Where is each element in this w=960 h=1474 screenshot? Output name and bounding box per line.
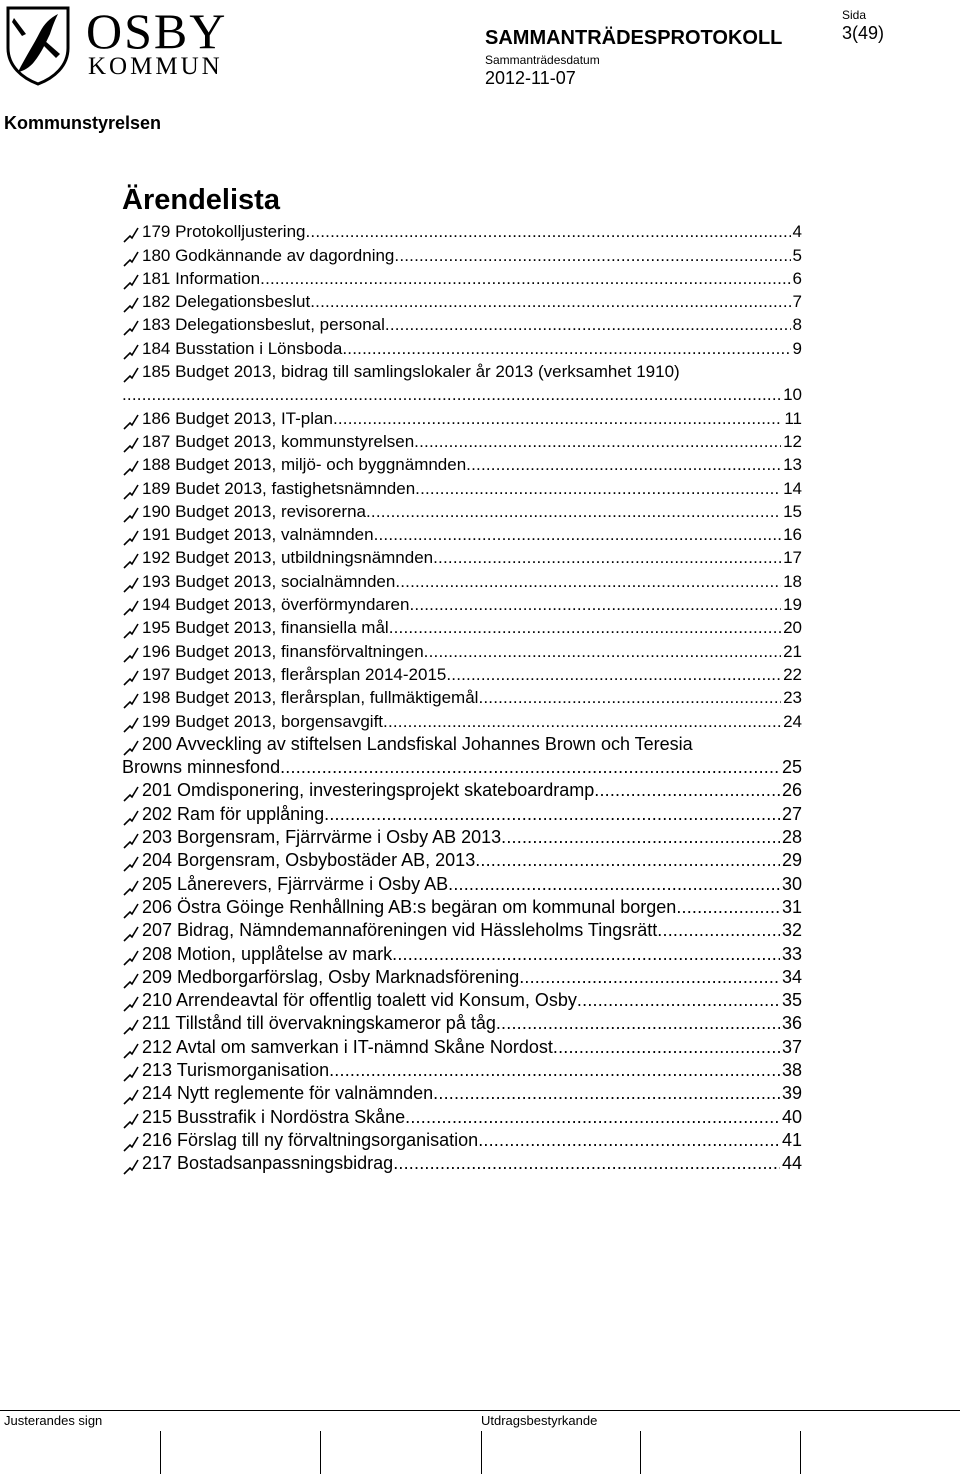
toc-item-page: 26 bbox=[781, 780, 802, 801]
toc-item-text: 186 Budget 2013, IT-plan bbox=[142, 408, 333, 428]
toc-item-text: 202 Ram för upplåning bbox=[142, 803, 325, 824]
toc-item-page: 44 bbox=[781, 1153, 802, 1174]
toc-item[interactable] bbox=[122, 545, 802, 568]
leader-dots bbox=[553, 1037, 780, 1058]
meeting-date-label: Sammanträdesdatum bbox=[485, 53, 600, 67]
leader-dots bbox=[519, 967, 780, 988]
toc-item-text: 185 Budget 2013, bidrag till samlingslokaler år 2013 (verksamhet 1910) bbox=[142, 362, 680, 382]
toc-item-page: 35 bbox=[781, 990, 802, 1011]
toc-item-page: 31 bbox=[781, 896, 802, 917]
toc-item[interactable] bbox=[122, 568, 802, 591]
toc-item-page: 21 bbox=[783, 641, 802, 661]
toc-item-page: 38 bbox=[781, 1059, 802, 1080]
page-number: 3(49) bbox=[842, 23, 885, 43]
toc-item[interactable] bbox=[122, 335, 802, 358]
toc-item[interactable] bbox=[122, 615, 802, 638]
toc-item-page: 32 bbox=[781, 920, 802, 941]
toc-item[interactable] bbox=[122, 452, 802, 475]
toc-item-text: 206 Östra Göinge Renhållning AB:s begäran om kommunal borgen bbox=[142, 896, 677, 917]
toc-item[interactable] bbox=[122, 1058, 802, 1081]
toc-item-page: 22 bbox=[783, 664, 802, 684]
leader-dots bbox=[394, 245, 790, 266]
leader-dots bbox=[329, 1060, 780, 1081]
coat-of-arms-icon bbox=[4, 4, 72, 86]
toc-item[interactable] bbox=[122, 732, 802, 755]
leader-dots bbox=[478, 687, 781, 708]
toc-item[interactable] bbox=[122, 1011, 802, 1034]
toc-item-page: 36 bbox=[781, 1013, 802, 1034]
toc-item-text: 207 Bidrag, Nämndemannaföreningen vid Hässleholms Tingsrätt bbox=[142, 920, 658, 941]
toc-item-text: 213 Turismorganisation bbox=[142, 1059, 330, 1080]
toc-item-text: 208 Motion, upplåtelse av mark bbox=[142, 943, 393, 964]
toc-item-text: 205 Lånerevers, Fjärrvärme i Osby AB bbox=[142, 873, 449, 894]
toc-item-text: 196 Budget 2013, finansförvaltningen bbox=[142, 641, 424, 661]
toc-item-text: 211 Tillstånd till övervakningskameror på tåg bbox=[142, 1013, 496, 1034]
toc-item[interactable] bbox=[122, 592, 802, 615]
signature-footer bbox=[0, 1407, 960, 1474]
toc-item-page: 12 bbox=[783, 431, 802, 451]
toc-item-text: 204 Borgensram, Osbybostäder AB, 2013 bbox=[142, 850, 476, 871]
toc-item[interactable] bbox=[122, 242, 802, 265]
toc-item-page: 19 bbox=[783, 595, 802, 615]
toc-item[interactable] bbox=[122, 918, 802, 941]
toc-item-page: 10 bbox=[783, 385, 802, 405]
leader-dots bbox=[342, 338, 790, 359]
toc-item[interactable] bbox=[122, 685, 802, 708]
leader-dots bbox=[393, 1153, 780, 1174]
toc-item-text: 190 Budget 2013, revisorerna bbox=[142, 501, 366, 521]
toc-item-text: 197 Budget 2013, flerårsplan 2014-2015 bbox=[142, 664, 447, 684]
body-name: Kommunstyrelsen bbox=[4, 113, 162, 133]
toc-item-page: 20 bbox=[783, 618, 802, 638]
toc-item-page: 16 bbox=[783, 525, 802, 545]
toc-item-text: 198 Budget 2013, flerårsplan, fullmäktigemål bbox=[142, 688, 479, 708]
toc-item[interactable] bbox=[122, 662, 802, 685]
toc-item-page: 34 bbox=[781, 966, 802, 987]
leader-dots bbox=[676, 897, 780, 918]
leader-dots bbox=[389, 617, 781, 638]
toc-item-page: 8 bbox=[792, 315, 802, 335]
toc-item[interactable] bbox=[122, 1104, 802, 1127]
toc-item[interactable] bbox=[122, 522, 802, 545]
toc-item-page: 25 bbox=[781, 757, 802, 778]
leader-dots bbox=[392, 944, 780, 965]
toc-item-text: 184 Busstation i Lönsboda bbox=[142, 338, 343, 358]
leader-dots bbox=[475, 850, 780, 871]
leader-dots bbox=[501, 827, 780, 848]
signature-box-divider bbox=[800, 1431, 801, 1474]
toc-item-page: 13 bbox=[783, 455, 802, 475]
toc-list bbox=[122, 219, 802, 1174]
toc-item[interactable] bbox=[122, 1034, 802, 1057]
hyperlink-icon bbox=[122, 1158, 142, 1176]
toc-item-page: 23 bbox=[783, 688, 802, 708]
toc-item[interactable] bbox=[122, 359, 802, 382]
toc-item[interactable] bbox=[122, 475, 802, 498]
toc-item[interactable] bbox=[122, 405, 802, 428]
logo-name: OSBY bbox=[86, 3, 228, 59]
signature-box-divider bbox=[320, 1431, 321, 1474]
utdragsbestyrkande-label: Utdragsbestyrkande bbox=[481, 1413, 598, 1428]
toc-item-page: 39 bbox=[781, 1083, 802, 1104]
toc-item[interactable] bbox=[122, 429, 802, 452]
toc-item-page: 41 bbox=[781, 1129, 802, 1150]
toc-title: Ärendelista bbox=[122, 184, 280, 216]
toc-item[interactable] bbox=[122, 778, 802, 801]
leader-dots bbox=[577, 990, 780, 1011]
toc-item-text: 201 Omdisponering, investeringsprojekt skateboardramp bbox=[142, 780, 595, 801]
signature-box-divider bbox=[160, 1431, 161, 1474]
toc-item[interactable] bbox=[122, 941, 802, 964]
toc-item-page: 9 bbox=[792, 338, 802, 358]
toc-item[interactable] bbox=[122, 871, 802, 894]
toc-item-text: 209 Medborgarförslag, Osby Marknadsförening bbox=[142, 966, 520, 987]
toc-item-page: 28 bbox=[781, 827, 802, 848]
toc-item[interactable] bbox=[122, 1128, 802, 1151]
toc-item-text: 194 Budget 2013, överförmyndaren bbox=[142, 595, 410, 615]
toc-item-text: 182 Delegationsbeslut bbox=[142, 292, 311, 312]
toc-item-page: 7 bbox=[792, 292, 802, 312]
leader-dots bbox=[374, 524, 782, 545]
toc-item[interactable] bbox=[122, 988, 802, 1011]
leader-dots bbox=[385, 314, 791, 335]
signature-box-divider bbox=[481, 1431, 482, 1474]
page-label: Sida bbox=[842, 8, 867, 22]
toc-item-page: 33 bbox=[781, 943, 802, 964]
logo-subtitle: KOMMUN bbox=[88, 53, 223, 80]
toc-item[interactable] bbox=[122, 1081, 802, 1104]
leader-dots bbox=[478, 1130, 780, 1151]
toc-item[interactable] bbox=[122, 965, 802, 988]
toc-item-continuation[interactable] bbox=[122, 382, 802, 405]
leader-dots bbox=[446, 664, 781, 685]
leader-dots bbox=[405, 1107, 780, 1128]
meeting-date: 2012-11-07 bbox=[485, 68, 576, 88]
toc-item-page: 11 bbox=[784, 408, 802, 428]
toc-item-text: 180 Godkännande av dagordning bbox=[142, 245, 395, 265]
toc-item-text: 187 Budget 2013, kommunstyrelsen bbox=[142, 431, 415, 451]
toc-item-text: 217 Bostadsanpassningsbidrag bbox=[142, 1153, 394, 1174]
leader-dots bbox=[466, 454, 781, 475]
toc-item-text: 210 Arrendeavtal för offentlig toalett vid Konsum, Osby bbox=[142, 990, 577, 1011]
toc-item[interactable] bbox=[122, 1151, 802, 1174]
leader-dots bbox=[395, 571, 781, 592]
toc-item-page: 27 bbox=[781, 803, 802, 824]
toc-item-page: 14 bbox=[783, 478, 802, 498]
toc-item-page: 37 bbox=[781, 1036, 802, 1057]
leader-dots bbox=[448, 874, 780, 895]
toc-item[interactable] bbox=[122, 499, 802, 522]
toc-item-text: Browns minnesfond bbox=[122, 757, 281, 778]
leader-dots bbox=[415, 478, 781, 499]
toc-item-text: 191 Budget 2013, valnämnden bbox=[142, 525, 374, 545]
leader-dots bbox=[594, 780, 780, 801]
toc-item[interactable] bbox=[122, 638, 802, 661]
toc-item[interactable] bbox=[122, 801, 802, 824]
osby-kommun-logo bbox=[4, 4, 232, 86]
justerandes-sign-label: Justerandes sign bbox=[4, 1413, 103, 1428]
leader-dots bbox=[433, 547, 781, 568]
leader-dots bbox=[409, 594, 781, 615]
toc-item-page: 6 bbox=[792, 268, 802, 288]
document-type: SAMMANTRÄDESPROTOKOLL bbox=[485, 27, 783, 49]
toc-item-page: 4 bbox=[792, 222, 802, 242]
toc-item-text: 199 Budget 2013, borgensavgift bbox=[142, 711, 384, 731]
toc-item[interactable] bbox=[122, 312, 802, 335]
toc-item-page: 30 bbox=[781, 873, 802, 894]
toc-item-text: 216 Förslag till ny förvaltningsorganisation bbox=[142, 1129, 479, 1150]
leader-dots bbox=[366, 501, 781, 522]
toc-item-continuation[interactable] bbox=[122, 755, 802, 778]
toc-item[interactable] bbox=[122, 708, 802, 731]
leader-dots bbox=[310, 291, 790, 312]
toc-item[interactable] bbox=[122, 848, 802, 871]
toc-item-text: 214 Nytt reglemente för valnämnden bbox=[142, 1083, 434, 1104]
toc-item-page: 15 bbox=[783, 501, 802, 521]
toc-item-text: 212 Avtal om samverkan i IT-nämnd Skåne Nordost bbox=[142, 1036, 553, 1057]
signature-box-divider bbox=[640, 1431, 641, 1474]
leader-dots bbox=[280, 757, 780, 778]
leader-dots bbox=[414, 431, 781, 452]
toc-item-text: 215 Busstrafik i Nordöstra Skåne bbox=[142, 1106, 406, 1127]
toc-item[interactable] bbox=[122, 289, 802, 312]
toc-item-text: 179 Protokolljustering bbox=[142, 222, 306, 242]
toc-item-text: 203 Borgensram, Fjärrvärme i Osby AB 2013 bbox=[142, 827, 502, 848]
toc-item-text: 183 Delegationsbeslut, personal bbox=[142, 315, 385, 335]
toc-item-text: 189 Budet 2013, fastighetsnämnden bbox=[142, 478, 416, 498]
toc-item[interactable] bbox=[122, 895, 802, 918]
toc-item-text: 188 Budget 2013, miljö- och byggnämnden bbox=[142, 455, 467, 475]
leader-dots bbox=[657, 920, 780, 941]
toc-item[interactable] bbox=[122, 266, 802, 289]
toc-item-page: 17 bbox=[783, 548, 802, 568]
leader-dots bbox=[122, 384, 781, 405]
toc-item-page: 18 bbox=[783, 571, 802, 591]
leader-dots bbox=[333, 408, 782, 429]
toc-item-text: 181 Information bbox=[142, 268, 261, 288]
leader-dots bbox=[383, 711, 781, 732]
leader-dots bbox=[496, 1013, 780, 1034]
toc-item[interactable] bbox=[122, 219, 802, 242]
toc-item-text: 195 Budget 2013, finansiella mål bbox=[142, 618, 389, 638]
footer-divider bbox=[0, 1410, 960, 1411]
toc-item-page: 5 bbox=[792, 245, 802, 265]
toc-item-page: 40 bbox=[781, 1106, 802, 1127]
leader-dots bbox=[324, 804, 780, 825]
toc-item-page: 24 bbox=[783, 711, 802, 731]
toc-item-text: 192 Budget 2013, utbildningsnämnden bbox=[142, 548, 434, 568]
toc-item-text: 200 Avveckling av stiftelsen Landsfiskal Johannes Brown och Teresia bbox=[142, 733, 693, 754]
toc-item-text: 193 Budget 2013, socialnämnden bbox=[142, 571, 396, 591]
toc-item-page: 29 bbox=[781, 850, 802, 871]
toc-item[interactable] bbox=[122, 825, 802, 848]
leader-dots bbox=[260, 268, 790, 289]
leader-dots bbox=[305, 221, 790, 242]
leader-dots bbox=[433, 1083, 780, 1104]
leader-dots bbox=[424, 641, 781, 662]
